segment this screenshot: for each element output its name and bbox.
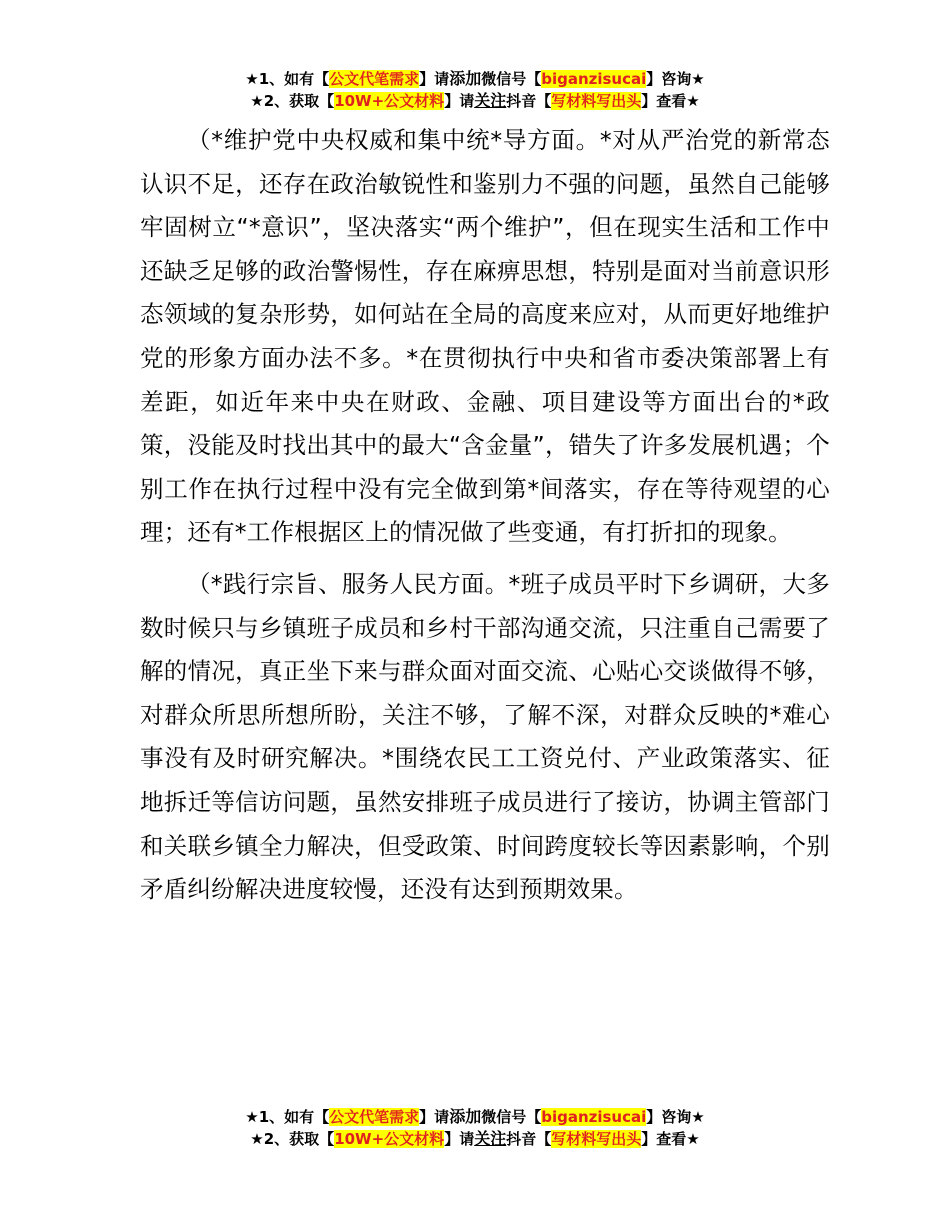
banner-emphasis: 关注	[474, 91, 507, 110]
header-banner	[0, 68, 950, 112]
banner-text: ★1、如有【	[245, 70, 330, 88]
banner-line-1	[0, 68, 950, 90]
banner-text: 】请	[444, 1130, 475, 1148]
paragraph-serve-people: （*践行宗旨、服务人民方面。*班子成员平时下乡调研，大多数时候只与乡镇班子成员和乡村干部沟通交流，只注重自己需要了解的情况，真正坐下来与群众面对面交流、心贴心交谈做得不够，对群众所思所想所盼，关注不够，了解不深，对群众反映的*难心事没有及时研究解决。*围绕农民工工资兑付、产业政策落实、征地拆迁等信访问题，虽然安排班子成员进行了接访，协调主管部门和关联乡镇全力解决，但受政策、时间跨度较长等因素影响，个别矛盾纠纷解决进度较慢，还没有达到预期效果。	[140, 569, 830, 904]
document-body	[140, 119, 830, 912]
banner-line-1	[0, 1106, 950, 1128]
banner-text: 抖音【	[506, 1130, 552, 1148]
highlight-materials: 10W+公文材料	[334, 1130, 445, 1148]
paragraph-party-authority: （*维护党中央权威和集中统*导方面。*对从严治党的新常态认识不足，还存在政治敏锐性和鉴别力不强的问题，虽然自己能够牢固树立“*意识”，坚决落实“两个维护”，但在现实生活和工作中还缺乏足够的政治警惕性，存在麻痹思想，特别是面对当前意识形态领域的复杂形势，如何站在全局的高度来应对，从而更好地维护党的形象方面办法不多。*在贯彻执行中央和省市委决策部署上有差距，如近年来中央在财政、金融、项目建设等方面出台的*政策，没能及时找出其中的最大“含金量”，错失了许多发展机遇；个别工作在执行过程中没有完全做到第*间落实，存在等待观望的心理；还有*工作根据区上的情况做了些变通，有打折扣的现象。	[140, 126, 830, 547]
banner-text: 】请	[444, 92, 475, 110]
banner-text: 】请	[419, 1108, 450, 1126]
footer-banner	[0, 1106, 950, 1150]
banner-text: ★2、获取【	[250, 1130, 335, 1148]
highlight-douyin: 写材料写出头	[551, 92, 642, 110]
banner-emphasis: 关注	[474, 1129, 507, 1148]
banner-text: 】咨询★	[646, 1108, 705, 1126]
banner-text: 微信号【	[481, 70, 542, 88]
banner-text: 】请	[419, 70, 450, 88]
highlight-wechat-id: biganzisucai	[541, 1108, 647, 1126]
banner-text: ★1、如有【	[245, 1108, 330, 1126]
highlight-douyin: 写材料写出头	[551, 1130, 642, 1148]
banner-text: 】查看★	[641, 1130, 700, 1148]
banner-line-2	[0, 90, 950, 112]
highlight-service: 公文代笔需求	[329, 70, 420, 88]
banner-text: 抖音【	[506, 92, 552, 110]
banner-text: 微信号【	[481, 1108, 542, 1126]
banner-text: ★2、获取【	[250, 92, 335, 110]
highlight-wechat-id: biganzisucai	[541, 70, 647, 88]
banner-emphasis: 添加	[449, 69, 482, 88]
highlight-materials: 10W+公文材料	[334, 92, 445, 110]
banner-text: 】咨询★	[646, 70, 705, 88]
highlight-service: 公文代笔需求	[329, 1108, 420, 1126]
banner-emphasis: 添加	[449, 1107, 482, 1126]
banner-text: 】查看★	[641, 92, 700, 110]
banner-line-2	[0, 1128, 950, 1150]
